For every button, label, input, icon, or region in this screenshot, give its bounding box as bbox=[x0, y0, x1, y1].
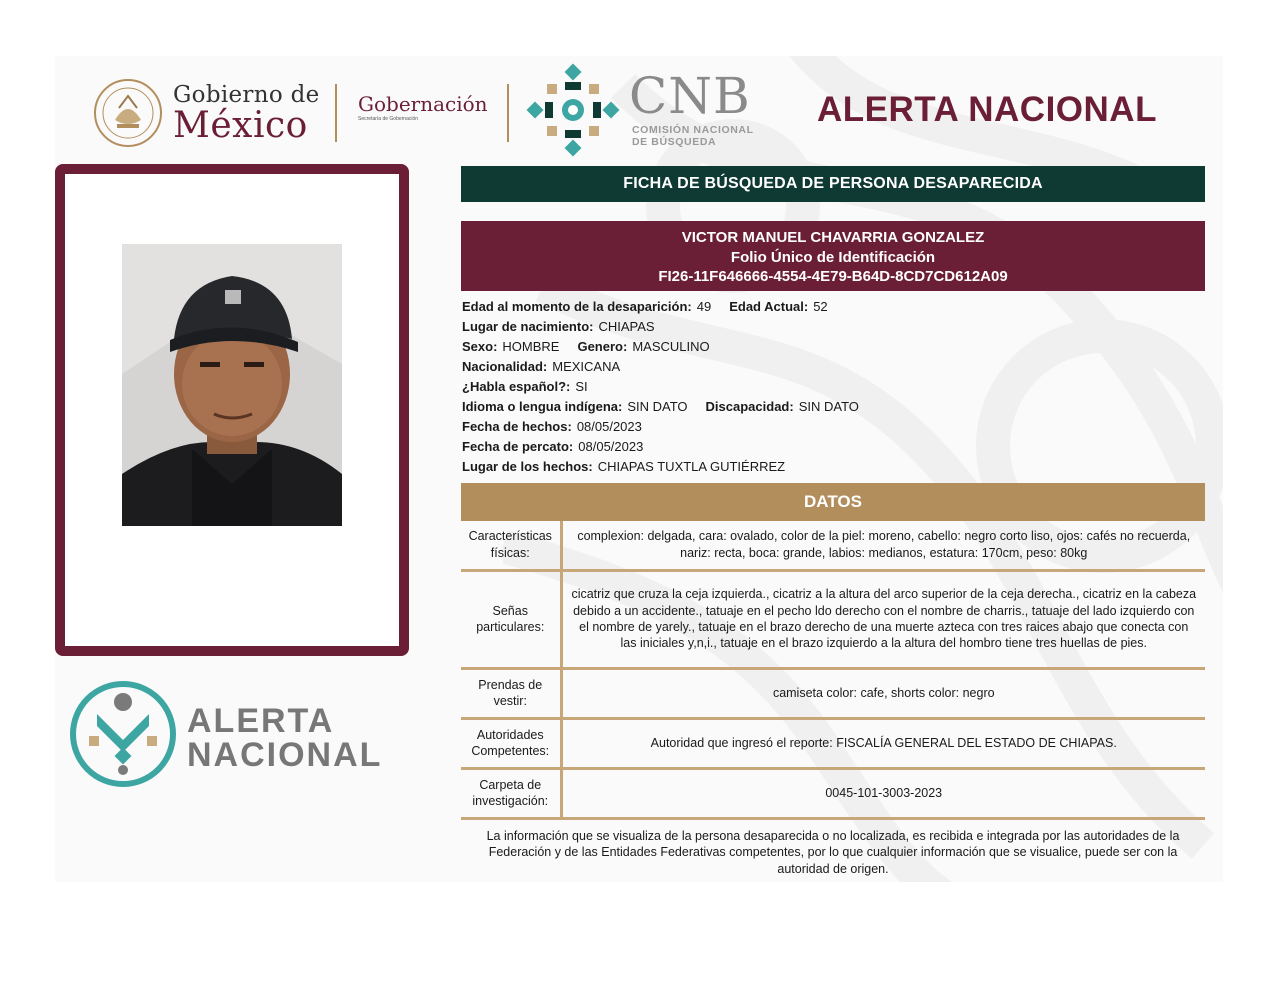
datos-key: Carpeta de investigación: bbox=[461, 768, 561, 818]
gobernacion-subtitle: Secretaría de Gobernación bbox=[358, 116, 419, 122]
datos-title-bar: DATOS bbox=[461, 483, 1205, 521]
alert-sheet bbox=[55, 56, 1223, 882]
cnb-logotype: CNB bbox=[629, 67, 751, 125]
idioma-value: SIN DATO bbox=[627, 399, 688, 414]
info-column bbox=[461, 166, 1205, 882]
cnb-emblem-icon bbox=[525, 62, 621, 158]
logo-text-line2: NACIONAL bbox=[187, 736, 383, 774]
detail-row bbox=[462, 417, 1205, 437]
discapacidad-label: Discapacidad: bbox=[705, 399, 794, 414]
header-divider bbox=[507, 84, 509, 142]
lugar-nacimiento-label: Lugar de nacimiento: bbox=[462, 319, 594, 334]
detail-row bbox=[462, 317, 1205, 337]
table-row bbox=[461, 668, 1205, 718]
logo-text-line1: ALERTA bbox=[187, 702, 335, 740]
edad-desaparicion-value: 49 bbox=[696, 299, 712, 314]
gob-line1: Gobierno de bbox=[173, 82, 320, 108]
gobernacion-logo: Gobernación bbox=[358, 92, 488, 116]
datos-value: 0045-101-3003-2023 bbox=[561, 768, 1205, 818]
mexico-seal-icon bbox=[93, 78, 163, 148]
detail-row bbox=[462, 337, 1205, 357]
cnb-sub-line1: COMISIÓN NACIONAL bbox=[632, 124, 754, 136]
detail-row bbox=[462, 457, 1205, 477]
folio-value: FI26-11F646666-4554-4E79-B64D-8CD7CD612A09 bbox=[658, 268, 1008, 285]
fecha-hechos-label: Fecha de hechos: bbox=[462, 419, 572, 434]
discapacidad-value: SIN DATO bbox=[798, 399, 859, 414]
detail-row bbox=[462, 397, 1205, 417]
header bbox=[55, 56, 1223, 166]
ficha-title-bar: FICHA DE BÚSQUEDA DE PERSONA DESAPARECIDA bbox=[461, 166, 1205, 202]
idioma-label: Idioma o lengua indígena: bbox=[462, 399, 623, 414]
habla-espanol-value: SI bbox=[575, 379, 588, 394]
fecha-percato-label: Fecha de percato: bbox=[462, 439, 574, 454]
sexo-value: HOMBRE bbox=[502, 339, 560, 354]
fecha-percato-value: 08/05/2023 bbox=[578, 439, 644, 454]
datos-value: complexion: delgada, cara: ovalado, color de la piel: moreno, cabello: negro corto liso, ojos: cafés no recuerda, nariz: recta, boca: grande, labios: medianos, estatura: 170cm, peso: 80kg bbox=[561, 521, 1205, 570]
disclaimer-text: La información que se visualiza de la persona desaparecida o no localizada, es recibida e integrada por las autoridades de la Federación y de las Entidades Federativas competentes, por lo que cualquier información que se visualice, puede ser con la autoridad de origen. bbox=[461, 828, 1205, 883]
table-row bbox=[461, 718, 1205, 768]
person-photo-image bbox=[122, 244, 342, 526]
datos-table bbox=[461, 521, 1205, 820]
habla-espanol-label: ¿Habla español?: bbox=[462, 379, 571, 394]
nacionalidad-value: MEXICANA bbox=[552, 359, 621, 374]
genero-value: MASCULINO bbox=[632, 339, 710, 354]
datos-key: Características físicas: bbox=[461, 521, 561, 570]
page-title: ALERTA NACIONAL bbox=[817, 90, 1157, 129]
datos-value: camiseta color: cafe, shorts color: negro bbox=[561, 668, 1205, 718]
person-photo bbox=[122, 244, 342, 526]
alerta-nacional-logotype bbox=[187, 704, 382, 772]
person-name-box bbox=[461, 221, 1205, 291]
datos-key: Autoridades Competentes: bbox=[461, 718, 561, 768]
person-details bbox=[461, 297, 1205, 477]
folio-label: Folio Único de Identificación bbox=[730, 248, 936, 266]
header-divider bbox=[335, 84, 337, 142]
cnb-subtitle bbox=[632, 124, 754, 148]
gobierno-de-mexico-logo bbox=[173, 82, 320, 144]
detail-row bbox=[462, 297, 1205, 317]
edad-desaparicion-label: Edad al momento de la desaparición: bbox=[462, 299, 692, 314]
fecha-hechos-value: 08/05/2023 bbox=[576, 419, 642, 434]
lugar-nacimiento-value: CHIAPAS bbox=[598, 319, 655, 334]
detail-row bbox=[462, 377, 1205, 397]
datos-value: cicatriz que cruza la ceja izquierda., cicatriz a la altura del arco superior de la ceja derecha., cicatriz en la cabeza debido a un accidente., tatuaje en el pecho ldo derecho con el nombre de charris., tatuaje del lado izquierdo con el nombre de yarely., tatuaje en el brazo derecho de una muerte azteca con tres raices abajo que conecta con las iniciales y,n,i., tatuaje en el brazo izquierdo a la altura del hombro tiene tres huellas de pies. bbox=[561, 570, 1205, 668]
cnb-sub-line2: DE BÚSQUEDA bbox=[632, 136, 717, 148]
edad-actual-value: 52 bbox=[813, 299, 828, 314]
table-row bbox=[461, 521, 1205, 570]
datos-value: Autoridad que ingresó el reporte: FISCALÍA GENERAL DEL ESTADO DE CHIAPAS. bbox=[561, 718, 1205, 768]
detail-row bbox=[462, 357, 1205, 377]
table-row bbox=[461, 768, 1205, 818]
nacionalidad-label: Nacionalidad: bbox=[462, 359, 548, 374]
edad-actual-label: Edad Actual: bbox=[729, 299, 809, 314]
table-row bbox=[461, 570, 1205, 668]
person-name: VICTOR MANUEL CHAVARRIA GONZALEZ bbox=[681, 229, 985, 246]
datos-key: Prendas de vestir: bbox=[461, 668, 561, 718]
lugar-hechos-value: CHIAPAS TUXTLA GUTIÉRREZ bbox=[597, 459, 786, 474]
alerta-nacional-logo-icon bbox=[69, 680, 177, 788]
genero-label: Genero: bbox=[577, 339, 628, 354]
sexo-label: Sexo: bbox=[462, 339, 498, 354]
lugar-hechos-label: Lugar de los hechos: bbox=[462, 459, 593, 474]
detail-row bbox=[462, 437, 1205, 457]
gob-line2: México bbox=[173, 105, 308, 146]
photo-frame bbox=[55, 164, 409, 656]
datos-key: Señas particulares: bbox=[461, 570, 561, 668]
